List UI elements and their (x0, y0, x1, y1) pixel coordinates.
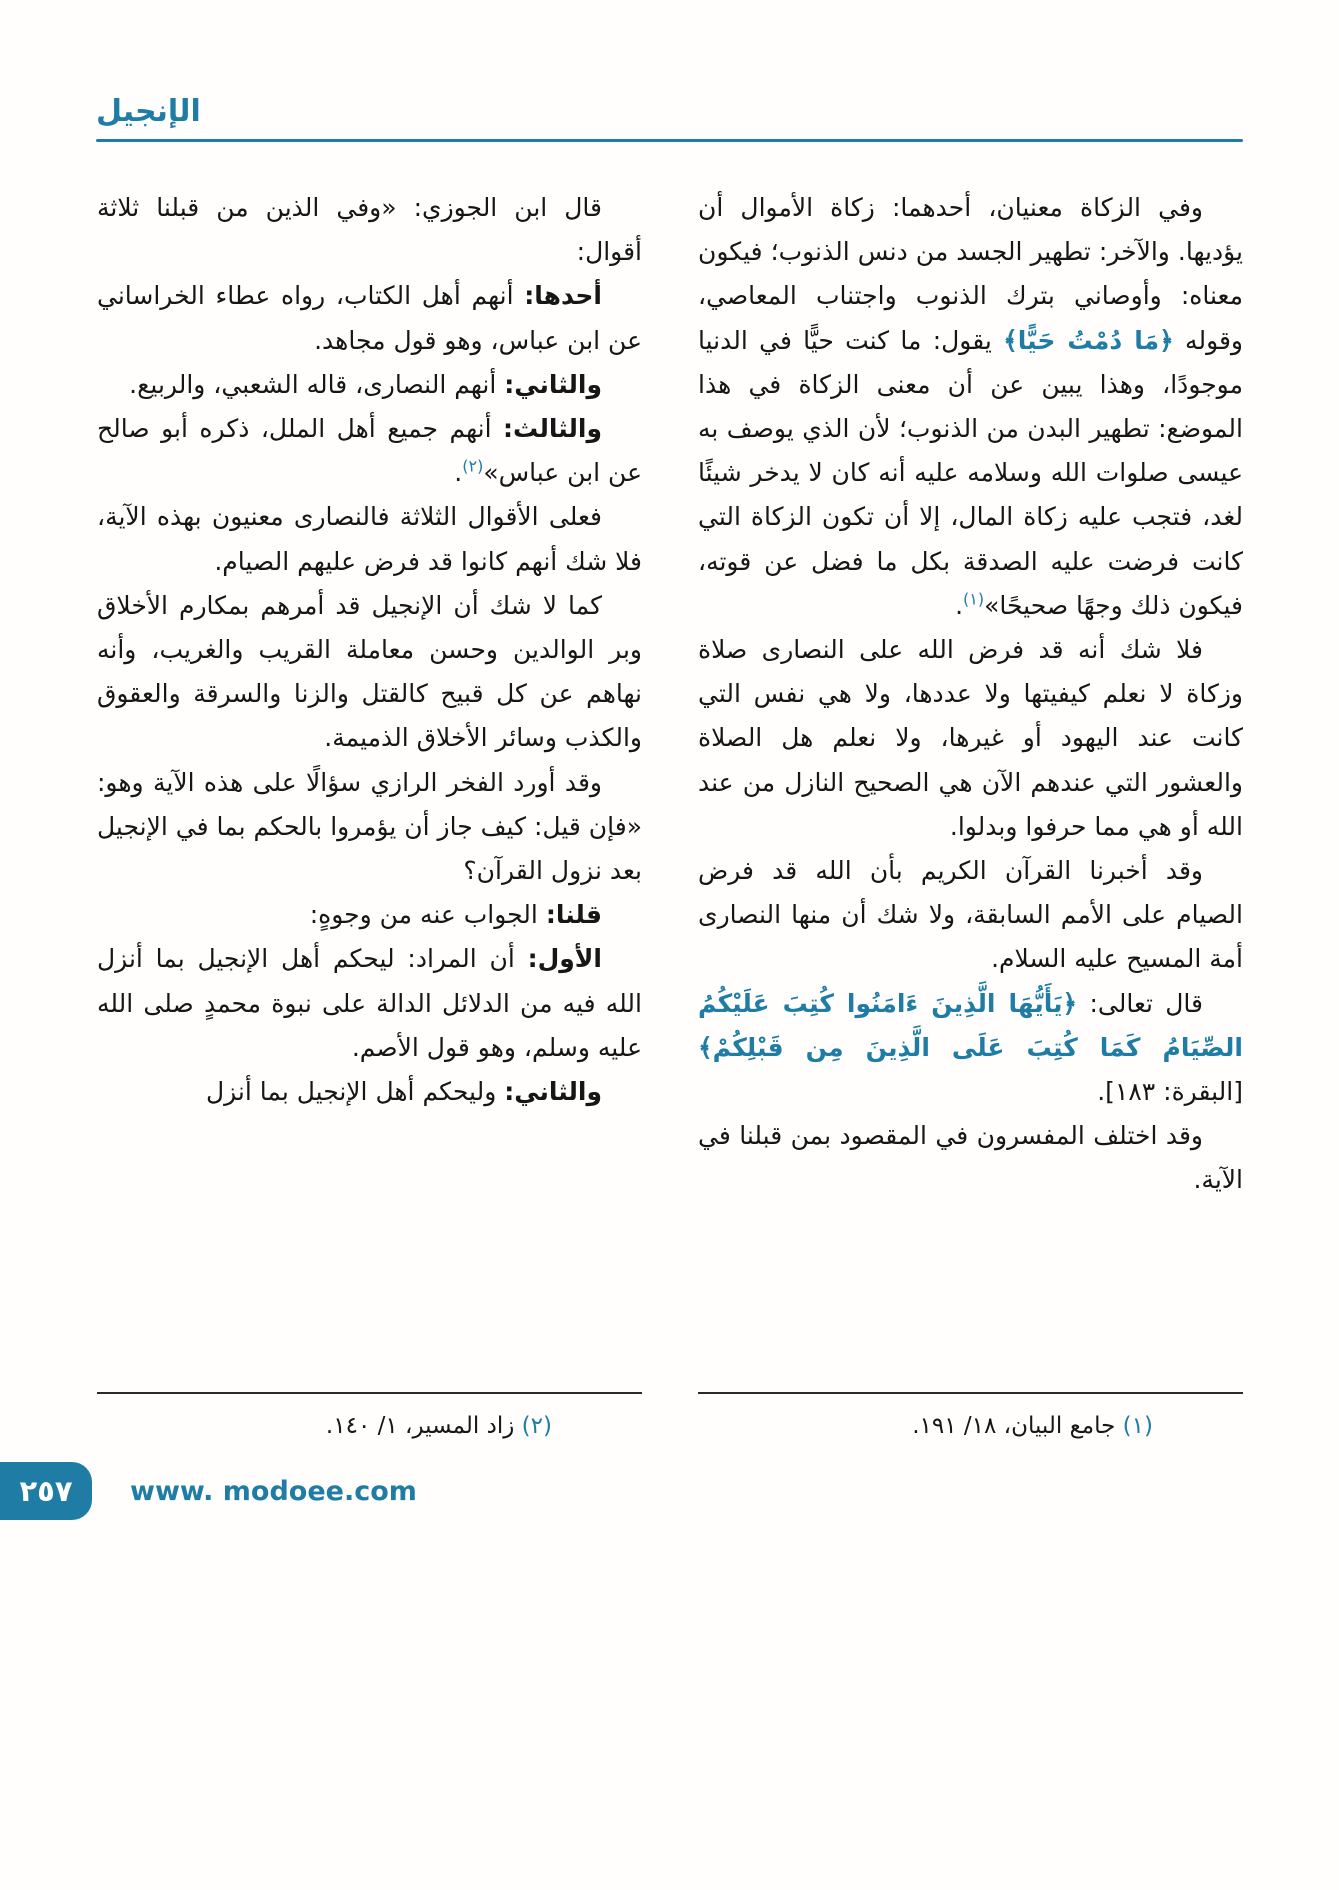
text-run: أنهم أهل الكتاب، رواه عطاء الخراساني عن ابن عباس، وهو قول مجاهد. (97, 281, 642, 355)
text-run: الجواب عنه من وجوهٍ: (309, 900, 546, 930)
paragraph (698, 186, 1243, 628)
paragraph (97, 186, 642, 274)
page-number: ٢٥٧ (19, 1474, 73, 1508)
paragraph (97, 761, 642, 894)
bold-lead: قلنا: (545, 900, 602, 930)
bold-lead: والثالث: (503, 414, 602, 444)
column-left (97, 186, 642, 1382)
bold-lead: الأول: (527, 944, 602, 974)
text-run: . (454, 458, 463, 488)
bold-lead: والثاني: (504, 1077, 602, 1107)
text-run: فعلى الأقوال الثلاثة فالنصارى معنيون بهذه الآية، فلا شك أنهم كانوا قد فرض عليهم الصيام. (97, 502, 642, 576)
text-run: وقد اختلف المفسرون في المقصود بمن قبلنا في الآية. (698, 1121, 1243, 1195)
footnote-marker: (١) (1122, 1413, 1153, 1439)
text-run: وليحكم أهل الإنجيل بما أنزل (205, 1077, 505, 1107)
text-run: قال ابن الجوزي: «وفي الذين من قبلنا ثلاثة أقوال: (97, 193, 642, 267)
paragraph (97, 363, 642, 407)
text-columns (96, 186, 1243, 1382)
text-run: يقول: ما كنت حيًّا في الدنيا موجودًا، وهذا يبين عن أن معنى الزكاة في هذا الموضع: تطهير البدن من الذنوب؛ لأن الذي يوصف به عيسى صلوات الله وسلامه عليه أنه كان لا يدخر شيئًا لغد، فتجب عليه زكاة المال، إلا أن تكون الزكاة التي كانت فرضت عليه الصدقة بكل ما فضل عن قوته، فيكون ذلك وجهًا صحيحًا» (698, 325, 1243, 620)
page-number-badge (0, 1462, 92, 1520)
quran-verse: ﴿مَا دُمْتُ حَيًّا﴾ (1003, 325, 1174, 355)
paragraph (97, 584, 642, 761)
verse-citation: [البقرة: ١٨٣]. (1097, 1077, 1243, 1107)
footnotes (96, 1392, 1243, 1444)
paragraph (97, 495, 642, 583)
text-run: وقد أخبرنا القرآن الكريم بأن الله قد فرض الصيام على الأمم السابقة، ولا شك أن منها النصارى أمة المسيح عليه السلام. (698, 856, 1243, 974)
paragraph (97, 407, 642, 495)
paragraph (97, 1070, 642, 1114)
text-run: قال تعالى: (1077, 988, 1204, 1018)
paragraph (97, 274, 642, 362)
paragraph (698, 982, 1243, 1115)
footnote-marker: (٢) (521, 1413, 552, 1439)
text-run: كما لا شك أن الإنجيل قد أمرهم بمكارم الأخلاق وبر الوالدين وحسن معاملة القريب والغريب، وأنه نهاهم عن كل قبيح كالقتل والزنا والسرقة والعقوق والكذب وسائر الأخلاق الذميمة. (97, 590, 642, 753)
paragraph (698, 1114, 1243, 1202)
text-run: وفي الزكاة معنيان، أحدهما: زكاة الأموال أن يؤديها. والآخر: تطهير الجسد من دنس الذنوب؛ فيكون معناه: وأوصاني بترك الذنوب واجتناب المعاصي، وقوله (698, 193, 1243, 355)
bold-lead: والثاني: (504, 369, 602, 399)
column-right (698, 186, 1243, 1382)
footnote-text: جامع البيان، ١٨/ ١٩١. (912, 1413, 1123, 1439)
footnote-2 (97, 1392, 642, 1444)
footnote-ref-2: (٢) (462, 456, 484, 476)
header-rule (96, 139, 1243, 142)
text-run: أن المراد: ليحكم أهل الإنجيل بما أنزل الله فيه من الدلائل الدالة على نبوة محمدٍ صلى الله عليه وسلم، وهو قول الأصم. (97, 944, 642, 1062)
page-title: الإنجيل (96, 94, 201, 129)
bold-lead: أحدها: (524, 281, 602, 311)
quran-verse: ﴿يَأَيُّهَا الَّذِينَ ءَامَنُوا كُتِبَ عَلَيْكُمُ الصِّيَامُ كَمَا كُتِبَ عَلَى الَّذِينَ مِن قَبْلِكُمْ﴾ (698, 988, 1243, 1062)
website-text: www. modoee.com (130, 1476, 417, 1507)
text-run: أنهم جميع أهل الملل، ذكره أبو صالح عن ابن عباس» (97, 414, 642, 488)
paragraph (698, 849, 1243, 982)
footnote-1 (698, 1392, 1243, 1444)
text-run: . (955, 590, 964, 620)
paragraph (698, 628, 1243, 849)
text-run: وقد أورد الفخر الرازي سؤالًا على هذه الآية وهو: «فإن قيل: كيف جاز أن يؤمروا بالحكم بما في الإنجيل بعد نزول القرآن؟ (97, 767, 642, 886)
footnote-ref-1: (١) (963, 589, 985, 609)
text-run: فلا شك أنه قد فرض الله على النصارى صلاة وزكاة لا نعلم كيفيتها ولا عددها، ولا هي نفس التي كانت عند اليهود أو غيرها، ولا نعلم هل الصلاة والعشور التي عندهم الآن هي الصحيح النازل من عند الله أو هي مما حرفوا وبدلوا. (698, 635, 1243, 841)
page-header (96, 94, 1243, 142)
text-run: أنهم النصارى، قاله الشعبي، والربيع. (129, 369, 505, 399)
paragraph (97, 937, 642, 1070)
footnote-text: زاد المسير، ١/ ١٤٠. (325, 1413, 522, 1439)
paragraph (97, 893, 642, 937)
